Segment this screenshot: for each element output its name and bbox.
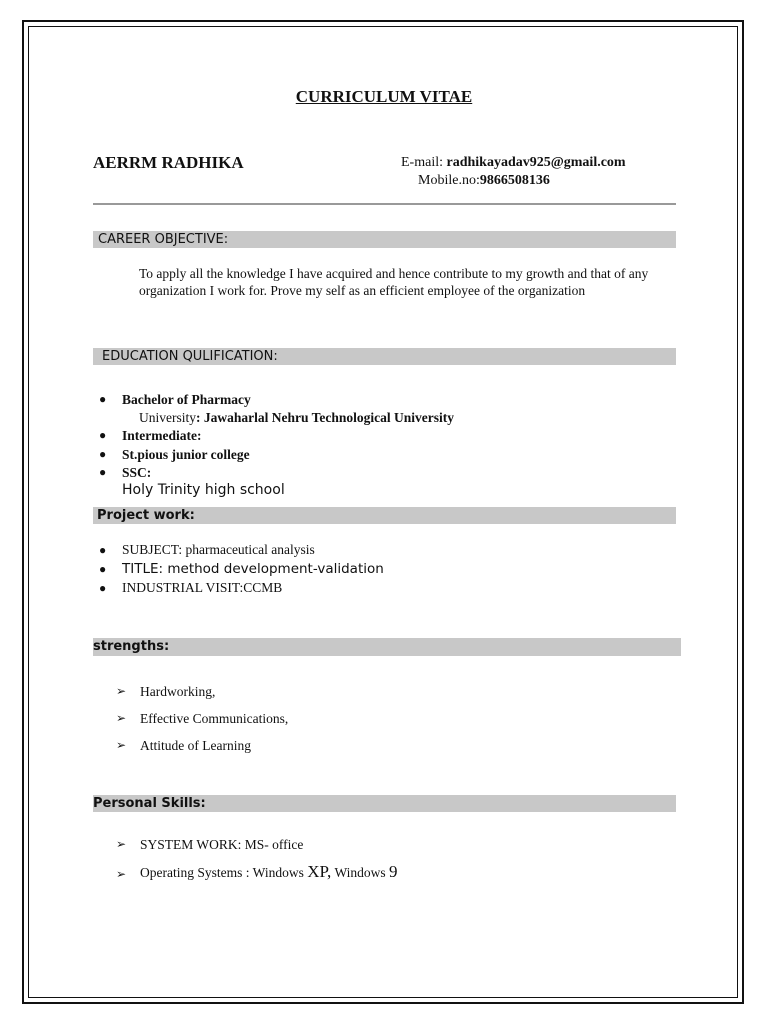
mobile-value: 9866508136 <box>479 173 550 188</box>
os-nine: 9 <box>389 862 398 881</box>
arrow-bullet-icon: ➢ <box>116 684 127 698</box>
strengths-heading: strengths: <box>93 638 681 656</box>
email-label: E-mail: <box>401 155 447 170</box>
bullet-icon: ● <box>99 447 107 461</box>
university-line <box>139 410 454 426</box>
arrow-bullet-icon: ➢ <box>116 738 127 752</box>
career-objective-heading: CAREER OBJECTIVE: <box>93 231 676 248</box>
os-mid: Windows <box>331 865 390 880</box>
mobile-label: Mobile.no: <box>418 173 480 188</box>
project-subject: SUBJECT: pharmaceutical analysis <box>122 542 315 557</box>
bullet-icon: ● <box>99 428 107 442</box>
os-xp: XP, <box>307 862 332 881</box>
email-line <box>401 155 626 171</box>
email-value: radhikayadav925@gmail.com <box>446 155 626 170</box>
skill-system-work: SYSTEM WORK: MS- office <box>140 837 304 852</box>
arrow-bullet-icon: ➢ <box>116 711 127 725</box>
university-name: : Jawaharlal Nehru Technological University <box>196 410 455 425</box>
os-prefix: Operating Systems : Windows <box>140 865 308 880</box>
degree: Bachelor of Pharmacy <box>122 392 251 407</box>
career-objective-text: To apply all the knowledge I have acquired and hence contribute to my growth and that of any organization I work for. Prove my self as an efficient employee of the organization <box>139 266 649 298</box>
education-heading: EDUCATION QULIFICATION: <box>93 348 676 365</box>
bullet-icon: ● <box>99 465 107 479</box>
header-divider <box>93 203 676 205</box>
mobile-line <box>418 173 550 189</box>
bullet-icon: ● <box>99 392 107 406</box>
arrow-bullet-icon: ➢ <box>116 867 127 881</box>
school: Holy Trinity high school <box>122 482 285 498</box>
document-title: CURRICULUM VITAE <box>295 87 473 106</box>
ssc: SSC: <box>122 465 152 480</box>
bullet-icon: ● <box>99 581 107 595</box>
industrial-visit: INDUSTRIAL VISIT:CCMB <box>122 580 283 595</box>
strength-item: Effective Communications, <box>140 711 289 726</box>
skill-operating-systems <box>140 862 398 882</box>
project-title: TITLE: method development-validation <box>122 561 384 577</box>
candidate-name: AERRM RADHIKA <box>93 153 244 172</box>
strength-item: Attitude of Learning <box>140 738 251 753</box>
intermediate: Intermediate: <box>122 428 202 443</box>
strength-item: Hardworking, <box>140 684 216 699</box>
college: St.pious junior college <box>122 447 250 462</box>
personal-skills-heading: Personal Skills: <box>93 795 676 812</box>
bullet-icon: ● <box>99 562 107 576</box>
arrow-bullet-icon: ➢ <box>116 837 127 851</box>
bullet-icon: ● <box>99 543 107 557</box>
project-work-heading: Project work: <box>93 507 676 524</box>
university-label: University <box>139 410 196 425</box>
